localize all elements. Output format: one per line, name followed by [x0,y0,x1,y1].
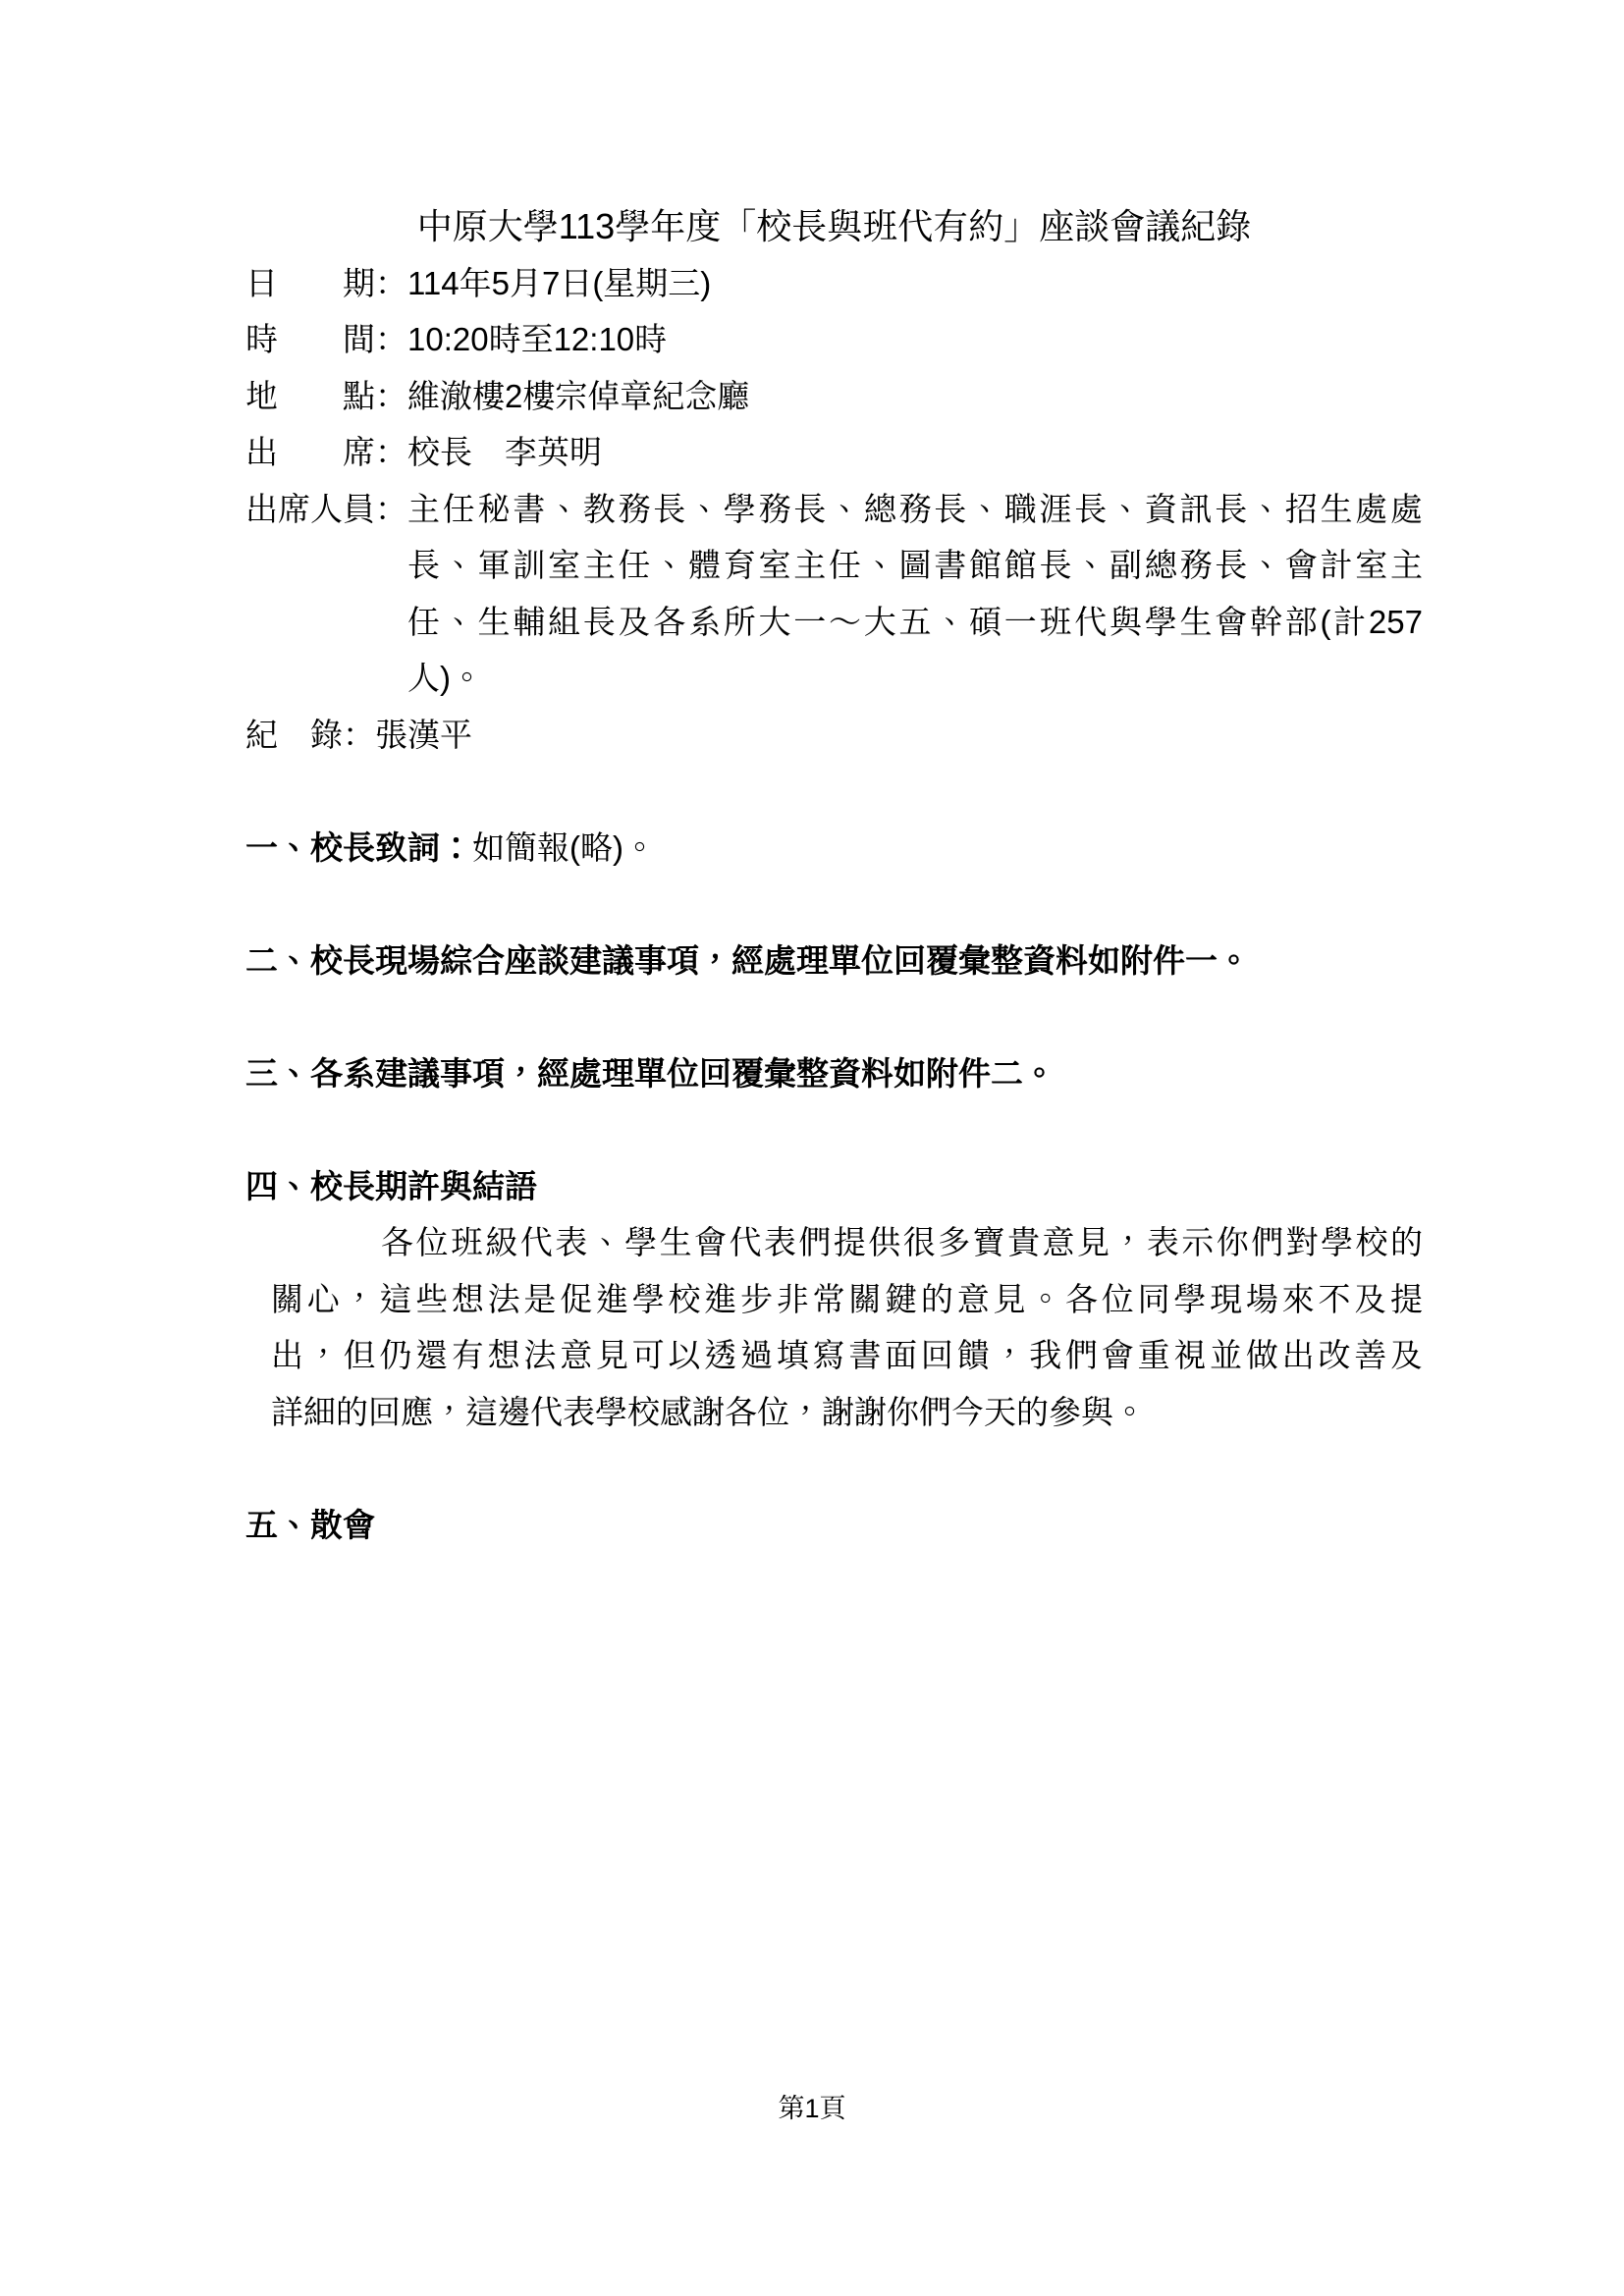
meta-row-date [245,255,1423,312]
section-3-department-suggestions [245,1045,1423,1102]
text-line: 任、生輔組長及各系所大一～大五、碩一班代與學生會幹部(計257 [407,603,1423,640]
section-4-heading: 四、校長期許與結語 [245,1167,537,1204]
text-line: 長、軍訓室主任、體育室主任、圖書館館長、副總務長、會計室主 [407,547,1423,583]
section-2-onsite-suggestions [245,933,1423,989]
meta-row-chair [245,424,1423,481]
meta-label-chair: 出 席 [245,434,375,470]
page-number: 第1頁 [778,2094,846,2123]
page-title: 中原大學113學年度「校長與班代有約」座談會議紀錄 [416,206,1252,246]
meta-value-location: 維澈樓2樓宗倬章紀念廳 [407,377,750,414]
meta-label-recorder: 紀 錄 [245,716,343,753]
meta-label-time: 時 間 [245,321,375,357]
meta-value-attendees [407,481,1423,707]
meta-row-attendees [245,481,1423,707]
meta-label-location: 地 點 [245,377,375,414]
meta-row-time [245,311,1423,368]
section-4-paragraph [271,1214,1423,1440]
text-line: 關心，這些想法是促進學校進步非常關鍵的意見。各位同學現場來不及提 [271,1280,1423,1317]
section-4-closing-remarks [245,1158,1423,1441]
meta-label-attendees: 出席人員 [245,490,375,527]
text-line: 詳細的回應，這邊代表學校感謝各位，謝謝你們今天的參與。 [271,1393,1146,1430]
text-line: 各位班級代表、學生會代表們提供很多寶貴意見，表示你們對學校的 [381,1224,1423,1260]
section-5-adjournment [245,1497,1423,1554]
section-3-heading: 三、各系建議事項，經處理單位回覆彙整資料如附件二。 [245,1054,1056,1092]
meta-value-chair: 校長 李英明 [407,434,602,470]
meta-colon: ： [343,716,375,753]
section-1-opening-remarks [245,820,1423,877]
meta-value-date: 114年5月7日(星期三) [407,264,712,301]
section-5-heading: 五、散會 [245,1506,375,1543]
meta-colon: ： [375,264,407,301]
text-line: 出，但仍還有想法意見可以透過填寫書面回饋，我們會重視並做出改善及 [271,1337,1423,1373]
section-1-text: 如簡報(略)。 [472,828,656,866]
meta-row-recorder [245,707,1423,764]
meta-colon: ： [375,321,407,357]
meta-colon: ： [375,434,407,470]
text-line: 人)。 [407,660,483,696]
meta-value-time: 10:20時至12:10時 [407,321,668,357]
section-1-heading: 一、校長致詞： [245,828,472,866]
meta-row-location [245,368,1423,425]
meta-label-date: 日 期 [245,264,375,301]
meta-value-recorder: 張漢平 [375,716,472,753]
text-line: 主任秘書、教務長、學務長、總務長、職涯長、資訊長、招生處處 [407,490,1423,527]
section-2-heading: 二、校長現場綜合座談建議事項，經處理單位回覆彙整資料如附件一。 [245,941,1250,979]
meta-colon: ： [375,490,407,527]
meta-colon: ： [375,377,407,414]
